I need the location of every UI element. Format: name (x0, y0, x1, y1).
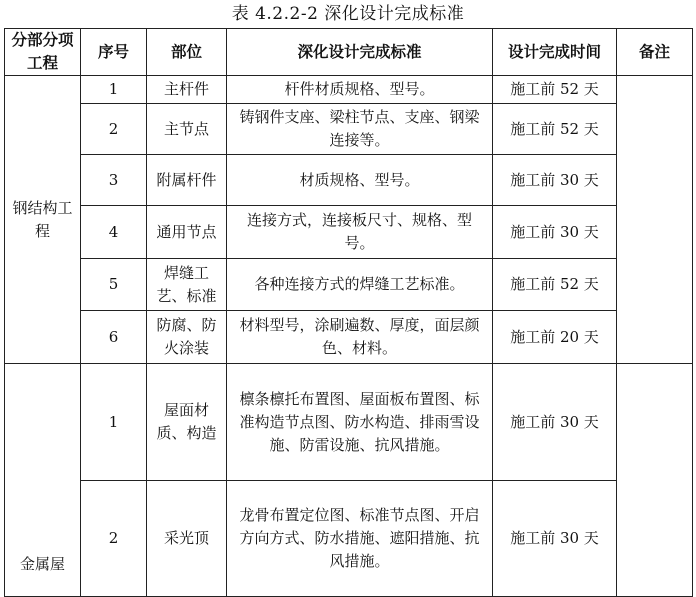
row-no: 2 (81, 481, 147, 597)
row-part: 附属杆件 (147, 155, 227, 206)
row-standard: 材质规格、型号。 (227, 155, 493, 206)
design-standard-table (4, 28, 693, 597)
header-time: 设计完成时间 (493, 29, 617, 76)
table-row (5, 311, 693, 364)
row-standard: 铸钢件支座、梁柱节点、支座、钢梁连接等。 (227, 104, 493, 155)
table-row (5, 155, 693, 206)
row-part: 采光顶 (147, 481, 227, 597)
header-standard: 深化设计完成标准 (227, 29, 493, 76)
table-caption: 表 4.2.2-2 深化设计完成标准 (231, 4, 465, 24)
row-standard: 杆件材质规格、型号。 (227, 76, 493, 104)
row-standard: 材料型号，涂刷遍数、厚度，面层颜色、材料。 (227, 311, 493, 364)
header-no: 序号 (81, 29, 147, 76)
row-no: 4 (81, 206, 147, 259)
section-cell-roof (5, 364, 81, 597)
row-standard: 连接方式，连接板尺寸、规格、型号。 (227, 206, 493, 259)
section-label-roof: 金属屋 (19, 554, 65, 573)
row-standard: 各种连接方式的焊缝工艺标准。 (227, 259, 493, 311)
row-time: 施工前 30 天 (493, 364, 617, 481)
table-row (5, 206, 693, 259)
row-time: 施工前 52 天 (493, 259, 617, 311)
header-note: 备注 (617, 29, 693, 76)
row-no: 1 (81, 76, 147, 104)
table-row (5, 76, 693, 104)
row-no: 5 (81, 259, 147, 311)
row-time: 施工前 52 天 (493, 76, 617, 104)
header-section: 分部分项工程 (5, 29, 81, 76)
note-cell-roof (617, 364, 693, 597)
row-part: 通用节点 (147, 206, 227, 259)
row-no: 3 (81, 155, 147, 206)
note-cell-steel (617, 76, 693, 364)
section-cell-steel: 钢结构工程 (5, 76, 81, 364)
row-time: 施工前 30 天 (493, 481, 617, 597)
row-no: 1 (81, 364, 147, 481)
row-part: 主杆件 (147, 76, 227, 104)
table-row (5, 481, 693, 597)
row-part: 屋面材质、构造 (147, 364, 227, 481)
row-part: 主节点 (147, 104, 227, 155)
row-time: 施工前 52 天 (493, 104, 617, 155)
table-row (5, 104, 693, 155)
row-standard: 龙骨布置定位图、标准节点图、开启方向方式、防水措施、遮阳措施、抗风措施。 (227, 481, 493, 597)
row-no: 6 (81, 311, 147, 364)
row-part: 焊缝工艺、标准 (147, 259, 227, 311)
row-time: 施工前 30 天 (493, 155, 617, 206)
row-standard: 檩条檩托布置图、屋面板布置图、标准构造节点图、防水构造、排雨雪设施、防雷设施、抗风措施。 (227, 364, 493, 481)
table-row (5, 259, 693, 311)
row-no: 2 (81, 104, 147, 155)
header-part: 部位 (147, 29, 227, 76)
table-row (5, 364, 693, 481)
row-time: 施工前 20 天 (493, 311, 617, 364)
row-part: 防腐、防火涂装 (147, 311, 227, 364)
row-time: 施工前 30 天 (493, 206, 617, 259)
